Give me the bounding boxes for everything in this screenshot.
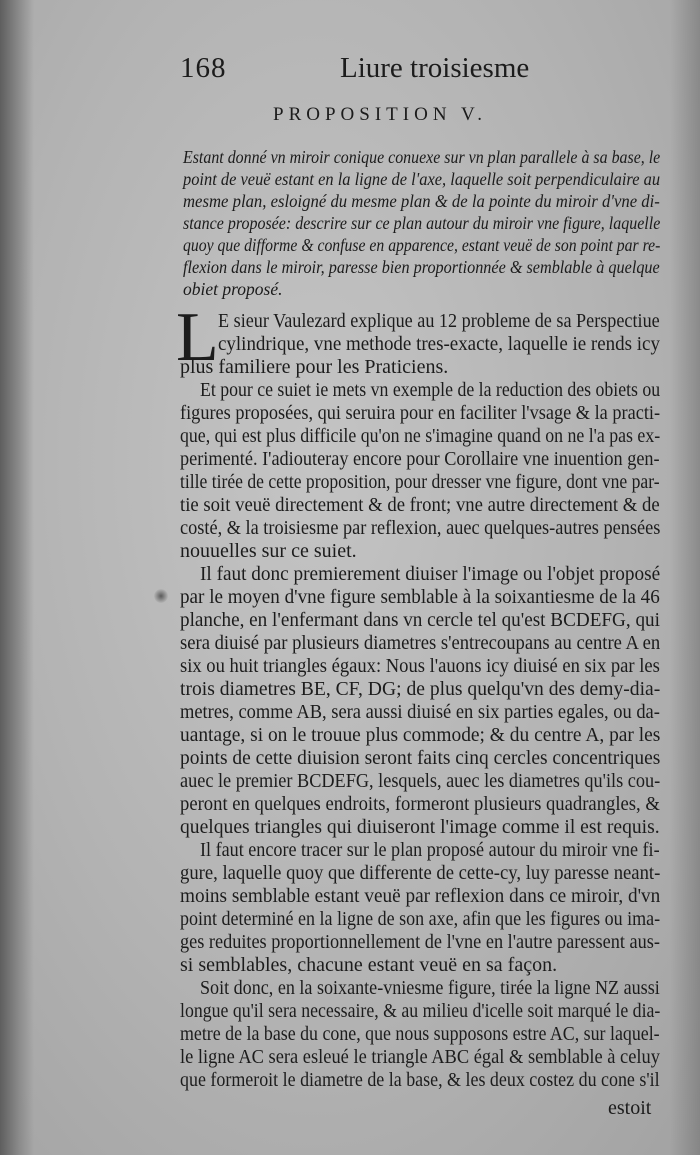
body-line: six ou huit triangles égaux: Nous l'auons icy diuisé en six par les bbox=[180, 655, 660, 677]
drop-cap: L bbox=[176, 299, 219, 376]
statement-line: obiet proposé. bbox=[183, 279, 283, 299]
body-line: moins semblable estant veuë par reflexion dans ce miroir, d'vn bbox=[180, 885, 661, 907]
body-line: sera diuisé par plusieurs diametres s'entrecoupans au centre A en bbox=[180, 632, 661, 654]
proposition-title: PROPOSITION V. bbox=[273, 104, 487, 125]
body-line: costé, & la troisiesme par reflexion, auec quelques-autres pensées bbox=[180, 517, 661, 539]
body-line: Et pour ce suiet ie mets vn exemple de la reduction des obiets ou bbox=[200, 379, 661, 401]
statement-line: stance proposée: descrire sur ce plan autour du miroir vne figure, laquelle bbox=[183, 213, 661, 233]
page-edge-shadow bbox=[670, 0, 700, 1155]
body-line: que, qui est plus difficile qu'on ne s'imagine quand on ne l'a pas ex- bbox=[180, 425, 661, 447]
statement-line: mesme plan, esloigné du mesme plan & de la pointe du miroir d'vne di- bbox=[183, 191, 660, 211]
page-gutter-shadow bbox=[0, 0, 34, 1155]
body-line: que formeroit le diametre de la base, & les deux costez du cone s'il bbox=[180, 1069, 660, 1091]
statement-line: Estant donné vn miroir conique conuexe sur vn plan parallele à sa base, le bbox=[183, 147, 661, 167]
body-line: tille tirée de cette proposition, pour dresser vne figure, dont vne par- bbox=[180, 471, 660, 493]
statement-line: flexion dans le miroir, paresse bien proportionnée & semblable à quelque bbox=[183, 257, 660, 277]
body-line: auec le premier BCDEFG, lesquels, auec les diametres qu'ils cou- bbox=[180, 770, 661, 792]
body-line: uantage, si on le trouue plus commode; & du centre A, par les bbox=[180, 724, 661, 746]
catchword: estoit bbox=[608, 1097, 652, 1119]
body-line: figures proposées, qui seruira pour en faciliter l'vsage & la practi- bbox=[180, 402, 661, 424]
body-line: E sieur Vaulezard explique au 12 probleme de sa Perspectiue bbox=[218, 310, 660, 332]
body-line: cylindrique, vne methode tres-exacte, laquelle ie rends icy bbox=[218, 333, 660, 355]
body-line: points de cette diuision seront faits cinq cercles concentriques bbox=[180, 747, 661, 769]
statement-line: quoy que difforme & confuse en apparence, estant veuë de son point par re- bbox=[183, 235, 661, 255]
body-line: Il faut encore tracer sur le plan proposé autour du miroir vne fi- bbox=[200, 839, 660, 861]
page-header bbox=[180, 52, 650, 92]
body-line: par le moyen d'vne figure semblable à la soixantiesme de la 46 bbox=[180, 586, 660, 608]
body-line: gure, laquelle quoy que differente de cette-cy, luy paresse neant- bbox=[180, 862, 661, 884]
page-number: 168 bbox=[180, 52, 227, 84]
body-line: Il faut donc premierement diuiser l'image ou l'objet proposé bbox=[200, 563, 661, 585]
running-head: Liure troisiesme bbox=[340, 52, 530, 84]
body-line: ges reduites proportionnellement de l'vne en l'autre paressent aus- bbox=[180, 931, 660, 953]
body-line: si semblables, chacune estant veuë en sa façon. bbox=[180, 954, 558, 976]
body-line: nouuelles sur ce suiet. bbox=[180, 540, 357, 562]
body-line: longue qu'il sera necessaire, & au milieu d'icelle soit marqué le dia- bbox=[180, 1000, 661, 1022]
ink-blot bbox=[154, 589, 168, 603]
statement-line: point de veuë estant en la ligne de l'axe, laquelle soit perpendiculaire au bbox=[183, 169, 661, 189]
body-line: peront en quelques endroits, formeront plusieurs quadrangles, & bbox=[180, 793, 660, 815]
body-line: metres, comme AB, sera aussi diuisé en six parties egales, ou da- bbox=[180, 701, 660, 723]
body-line: le ligne AC sera esleué le triangle ABC égal & semblable à celuy bbox=[180, 1046, 660, 1068]
body-line: Soit donc, en la soixante-vniesme figure, tirée la ligne NZ aussi bbox=[200, 977, 660, 999]
body-line: metre de la base du cone, que nous supposons estre AC, sur laquel- bbox=[180, 1023, 660, 1045]
body-line: perimenté. I'adiouteray encore pour Corollaire vne inuention gen- bbox=[180, 448, 660, 470]
body-line: quelques triangles qui diuiseront l'image comme il est requis. bbox=[180, 816, 660, 838]
body-line: point determiné en la ligne de son axe, afin que les figures ou ima- bbox=[180, 908, 661, 930]
body-line: plus familiere pour les Praticiens. bbox=[180, 356, 449, 378]
body-line: tie soit veuë directement & de front; vne autre directement & de bbox=[180, 494, 660, 516]
body-line: trois diametres BE, CF, DG; de plus quelqu'vn des demy-dia- bbox=[180, 678, 661, 700]
body-line: planche, en l'enfermant dans vn cercle tel qu'est BCDEFG, qui bbox=[180, 609, 660, 631]
